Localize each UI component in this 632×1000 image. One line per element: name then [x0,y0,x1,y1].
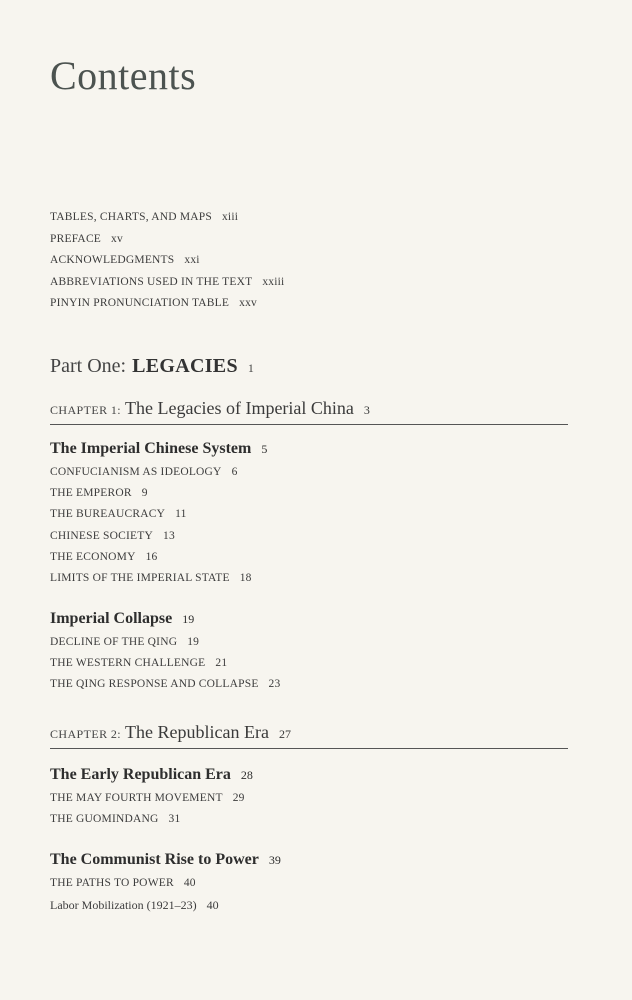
toc-entry-label: DECLINE OF THE QING [50,636,178,648]
page-title: Contents [50,53,197,98]
toc-entry-label: THE WESTERN CHALLENGE [50,657,206,670]
toc-entry[interactable] [50,792,253,813]
toc-entry-page: 23 [268,678,281,691]
section-block [50,440,267,593]
toc-entry[interactable] [50,487,267,508]
toc-entry-label: PINYIN PRONUNCIATION TABLE [50,297,230,309]
toc-entry-label: LIMITS OF THE IMPERIAL STATE [50,571,230,584]
section-title: The Communist Rise to Power [50,851,259,868]
section-block [50,610,280,700]
chapter-page: 3 [363,403,370,417]
toc-entry[interactable] [50,572,267,593]
toc-entry-label: THE EMPEROR [50,487,132,500]
toc-entry-page: 40 [206,898,219,913]
toc-entry[interactable] [50,530,267,551]
toc-entry-page: 19 [187,636,200,648]
section-page: 19 [182,612,195,626]
toc-entry-page: 18 [239,571,252,584]
front-matter-list [50,211,284,319]
toc-entry-page: xiii [221,211,239,223]
section-page: 5 [261,442,268,456]
section-heading[interactable] [50,851,281,877]
chapter-label: CHAPTER 1: [50,403,122,417]
toc-entry-label: Labor Mobilization (1921–23) [50,898,197,913]
chapter-heading[interactable] [50,398,568,425]
toc-entry-page: xxv [239,297,257,309]
toc-entry[interactable] [50,508,267,529]
chapter-heading[interactable] [50,722,568,749]
toc-entry-label: THE GUOMINDANG [50,813,159,826]
part-label: Part One: [50,355,127,377]
section-page: 39 [268,853,281,867]
toc-entry-label: THE PATHS TO POWER [50,877,174,889]
toc-entry[interactable] [50,636,280,657]
part-page: 1 [247,361,254,375]
toc-entry-label: THE BUREAUCRACY [50,508,166,521]
toc-entry-label: ACKNOWLEDGMENTS [50,254,175,266]
toc-entry[interactable] [50,898,281,919]
toc-entry-page: 6 [231,466,238,478]
toc-entry-page: 31 [168,813,181,826]
toc-entry-page: 11 [175,508,187,521]
toc-entry[interactable] [50,813,253,834]
toc-entry[interactable] [50,233,284,255]
toc-entry-label: THE QING RESPONSE AND COLLAPSE [50,678,259,691]
toc-entry-page: xxi [184,254,200,266]
toc-entry-label: THE ECONOMY [50,550,136,563]
toc-entry-page: 16 [145,550,158,563]
toc-entry[interactable] [50,254,284,276]
toc-entry[interactable] [50,877,281,898]
section-heading[interactable] [50,440,267,466]
toc-entry[interactable] [50,297,284,319]
chapter-page: 27 [278,727,291,741]
toc-entry[interactable] [50,678,280,699]
toc-entry[interactable] [50,211,284,233]
toc-entry-page: 29 [232,792,245,804]
toc-entry-label: ABBREVIATIONS USED IN THE TEXT [50,275,253,288]
toc-entry-label: CHINESE SOCIETY [50,529,153,542]
toc-entry[interactable] [50,466,267,487]
section-title: Imperial Collapse [50,610,173,627]
toc-entry-page: xxiii [262,275,285,288]
part-heading[interactable] [50,355,254,378]
part-name: LEGACIES [132,355,238,377]
section-title: The Early Republican Era [50,766,231,783]
section-page: 28 [240,768,253,782]
section-block [50,851,281,919]
toc-entry[interactable] [50,657,280,678]
section-heading[interactable] [50,610,280,636]
chapter-title: The Legacies of Imperial China [125,398,354,418]
chapter-label: CHAPTER 2: [50,727,122,741]
toc-entry-page: 13 [163,529,175,542]
toc-entry-label: TABLES, CHARTS, AND MAPS [50,211,212,223]
toc-entry-page: 40 [183,877,196,889]
toc-entry[interactable] [50,276,284,298]
toc-entry-label: PREFACE [50,232,102,245]
toc-entry[interactable] [50,551,267,572]
toc-entry-label: THE MAY FOURTH MOVEMENT [50,792,223,804]
section-title: The Imperial Chinese System [50,440,252,457]
toc-entry-page: 9 [141,487,148,500]
toc-entry-page: xv [111,232,123,245]
toc-entry-page: 21 [215,657,228,670]
section-block [50,766,253,834]
toc-entry-label: CONFUCIANISM AS IDEOLOGY [50,466,222,478]
chapter-title: The Republican Era [125,722,269,742]
section-heading[interactable] [50,766,253,792]
